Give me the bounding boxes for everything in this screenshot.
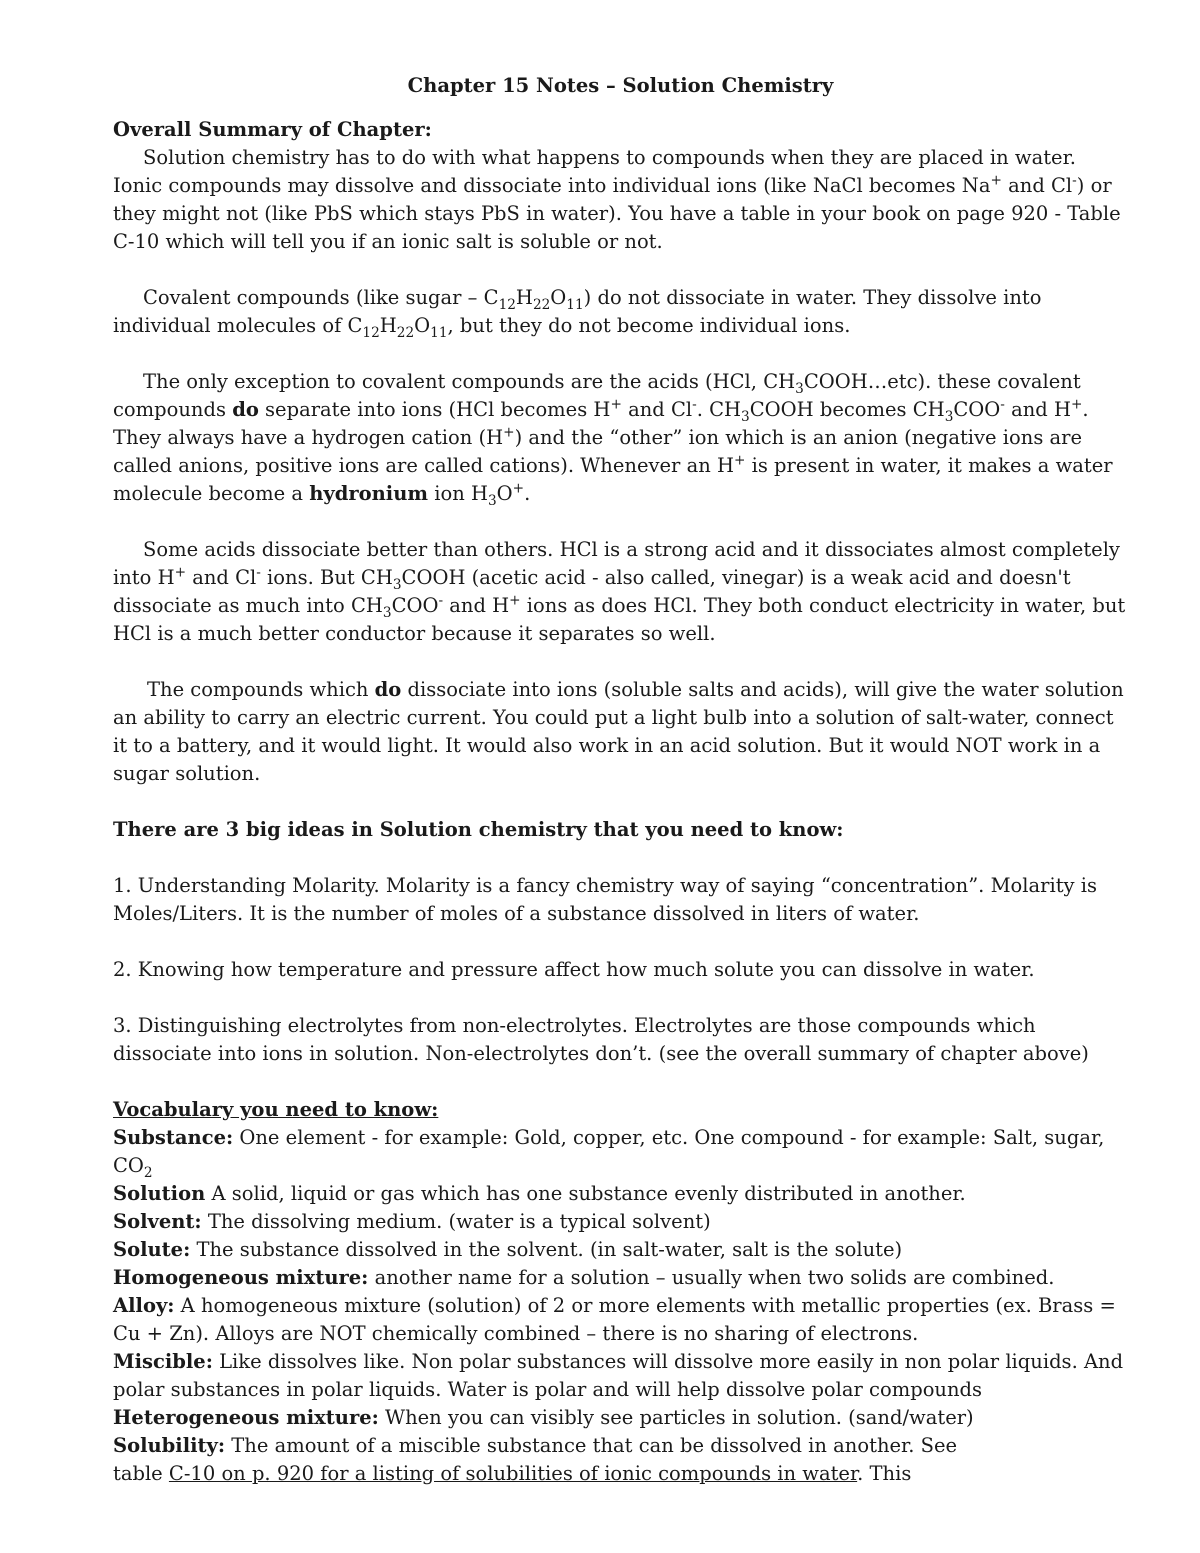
summary-paragraph-5: The compounds which do dissociate into ions (soluble salts and acids), will give the water solution an ability to carry an electric current. You could put a light bulb into a solution of salt-water, connect it to a battery, and it would light. It would also work in an acid solution. But it would NOT work in a sugar solution. xyxy=(113,678,1124,785)
vocab-solubility-continued: table C-10 on p. 920 for a listing of solubilities of ionic compounds in water. This xyxy=(113,1462,912,1485)
vocab-substance: Substance: One element - for example: Gold, copper, etc. One compound - for example: Salt, sugar, $CO_2$ xyxy=(113,1126,1105,1181)
vocab-homogeneous-mixture: Homogeneous mixture: another name for a solution – usually when two solids are combined. xyxy=(113,1266,1055,1289)
big-idea-item-2: 2. Knowing how temperature and pressure affect how much solute you can dissolve in water. xyxy=(113,958,1035,981)
big-ideas-heading: There are 3 big ideas in Solution chemistry that you need to know: xyxy=(113,818,844,841)
big-idea-item-1: 1. Understanding Molarity. Molarity is a fancy chemistry way of saying “concentration”. Molarity is Moles/Liters. It is the number of moles of a substance dissolved in liters of water. xyxy=(113,874,1097,925)
vocab-alloy: Alloy: A homogeneous mixture (solution) of 2 or more elements with metallic properties (ex. Brass = Cu + Zn). Alloys are NOT chemically combined – there is no sharing of electrons. xyxy=(113,1294,1116,1345)
page-title: Chapter 15 Notes – Solution Chemistry xyxy=(407,74,834,97)
summary-paragraph-3: The only exception to covalent compounds are the acids (HCl, $CH_3COOH\dots etc$). these covalent compounds do separate into ions (HCl becomes H+ and Cl-. $CH_3COOH$ becomes $CH_3COO^-$ and H+. They always have a hydrogen cation (H+) and the “other” ion which is an anion (negative ions are called anions, positive ions are called cations). Whenever an H+ is present in water, it makes a water molecule become a hydronium ion $H_3O^+$. xyxy=(113,370,1113,509)
vocab-heterogeneous-mixture: Heterogeneous mixture: When you can visibly see particles in solution. (sand/water) xyxy=(113,1406,974,1429)
vocab-list xyxy=(113,1124,1128,1488)
big-idea-item-3: 3. Distinguishing electrolytes from non-electrolytes. Electrolytes are those compounds which dissociate into ions in solution. Non-electrolytes don’t. (see the overall summary of chapter above) xyxy=(113,1014,1089,1065)
vocab-heading: Vocabulary you need to know: xyxy=(113,1098,439,1121)
vocab-solution: Solution A solid, liquid or gas which has one substance evenly distributed in another. xyxy=(113,1182,966,1205)
vocab-solvent: Solvent: The dissolving medium. (water is a typical solvent) xyxy=(113,1210,711,1233)
vocab-solute: Solute: The substance dissolved in the solvent. (in salt-water, salt is the solute) xyxy=(113,1238,903,1261)
summary-paragraph-4: Some acids dissociate better than others. HCl is a strong acid and it dissociates almost completely into H+ and Cl- ions. But $CH_3COOH$ (acetic acid - also called, vinegar) is a weak acid and doesn't dissociate as much into $CH_3COO^-$ and H+ ions as does HCl. They both conduct electricity in water, but HCl is a much better conductor because it separates so well. xyxy=(113,538,1126,645)
summary-heading: Overall Summary of Chapter: xyxy=(113,118,432,141)
summary-paragraph-1: Solution chemistry has to do with what happens to compounds when they are placed in water. Ionic compounds may dissolve and dissociate into individual ions (like NaCl becomes Na+ and Cl-) or they might not (like PbS which stays PbS in water). You have a table in your book on page 920 - Table C-10 which will tell you if an ionic salt is soluble or not. xyxy=(113,146,1121,253)
vocab-miscible: Miscible: Like dissolves like. Non polar substances will dissolve more easily in non polar liquids. And polar substances in polar liquids. Water is polar and will help dissolve polar compounds xyxy=(113,1350,1124,1401)
summary-paragraph-2: Covalent compounds (like sugar – $C_{12}H_{22}O_{11}$) do not dissociate in water. They dissolve into individual molecules of $C_{12}H_{22}O_{11}$, but they do not become individual ions. xyxy=(113,286,1042,341)
table-reference: C-10 on p. 920 for a listing of solubilities of ionic compounds in water xyxy=(168,1462,858,1485)
vocab-solubility: Solubility: The amount of a miscible substance that can be dissolved in another. See xyxy=(113,1434,958,1457)
